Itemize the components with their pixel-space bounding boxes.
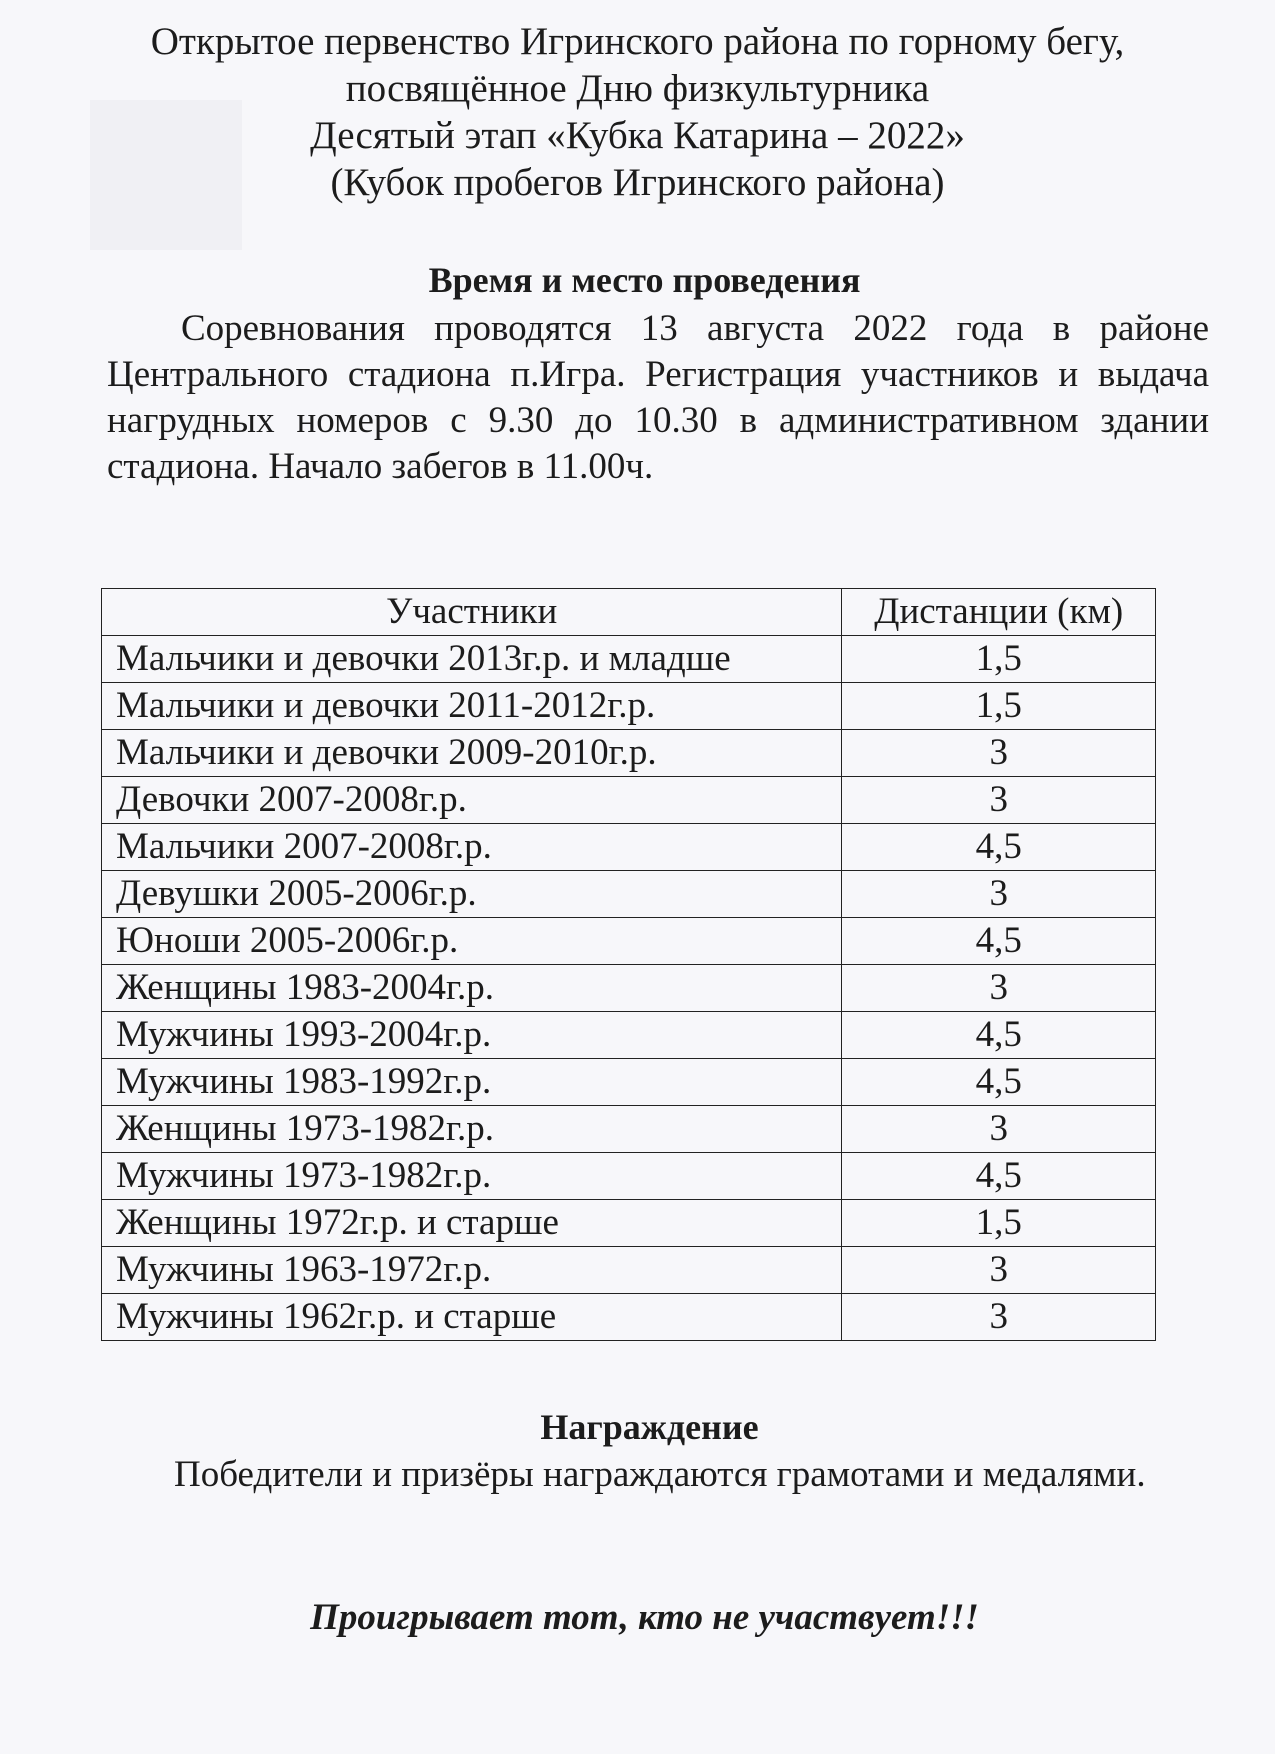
table-row <box>102 918 1156 965</box>
award-heading: Награждение <box>540 1407 759 1447</box>
distance-cell: 3 <box>842 871 1156 918</box>
distance-cell: 4,5 <box>842 1059 1156 1106</box>
distance-cell: 3 <box>842 777 1156 824</box>
table-header-row <box>102 589 1156 636</box>
table-row <box>102 824 1156 871</box>
participants-cell: Мужчины 1963-1972г.р. <box>102 1247 842 1294</box>
participants-cell: Женщины 1983-2004г.р. <box>102 965 842 1012</box>
participants-cell: Мальчики и девочки 2009-2010г.р. <box>102 730 842 777</box>
distances-table <box>101 588 1156 1341</box>
table-row <box>102 683 1156 730</box>
distance-cell: 4,5 <box>842 1153 1156 1200</box>
table-row <box>102 777 1156 824</box>
header-line-1: Открытое первенство Игринского района по горному бегу, <box>150 20 1125 63</box>
participants-cell: Юноши 2005-2006г.р. <box>102 918 842 965</box>
participants-cell: Мужчины 1993-2004г.р. <box>102 1012 842 1059</box>
table-row <box>102 1247 1156 1294</box>
participants-cell: Мужчины 1983-1992г.р. <box>102 1059 842 1106</box>
table-row <box>102 1106 1156 1153</box>
time-place-text: Соревнования проводятся 13 августа 2022 года в районе Центрального стадиона п.Игра. Регистрация участников и выдача нагрудных номеров с 9.30 до 10.30 в административном здании стадиона. Начало забегов в 11.00ч. <box>107 308 1209 487</box>
award-text: Победители и призёры награждаются грамотами и медалями. <box>174 1454 1146 1495</box>
header-line-4: (Кубок пробегов Игринского района) <box>330 161 945 204</box>
distance-cell: 3 <box>842 1294 1156 1341</box>
distance-cell: 1,5 <box>842 1200 1156 1247</box>
participants-column-header: Участники <box>102 589 842 636</box>
distance-cell: 4,5 <box>842 824 1156 871</box>
participants-cell: Женщины 1972г.р. и старше <box>102 1200 842 1247</box>
participants-cell: Мужчины 1962г.р. и старше <box>102 1294 842 1341</box>
table-row <box>102 871 1156 918</box>
participants-cell: Мальчики и девочки 2011-2012г.р. <box>102 683 842 730</box>
distance-column-header: Дистанции (км) <box>842 589 1156 636</box>
table-row <box>102 1012 1156 1059</box>
slogan: Проигрывает тот, кто не участвует!!! <box>310 1597 979 1638</box>
time-place-heading: Время и место проведения <box>428 260 861 300</box>
table-row <box>102 1153 1156 1200</box>
table-body <box>102 636 1156 1341</box>
distance-cell: 4,5 <box>842 1012 1156 1059</box>
participants-cell: Женщины 1973-1982г.р. <box>102 1106 842 1153</box>
distance-cell: 3 <box>842 965 1156 1012</box>
distance-cell: 4,5 <box>842 918 1156 965</box>
table-row <box>102 1059 1156 1106</box>
table-row <box>102 1200 1156 1247</box>
table-row <box>102 730 1156 777</box>
distance-cell: 1,5 <box>842 636 1156 683</box>
table-row <box>102 965 1156 1012</box>
distance-cell: 1,5 <box>842 683 1156 730</box>
participants-cell: Девушки 2005-2006г.р. <box>102 871 842 918</box>
participants-cell: Девочки 2007-2008г.р. <box>102 777 842 824</box>
distance-cell: 3 <box>842 1106 1156 1153</box>
participants-cell: Мальчики и девочки 2013г.р. и младше <box>102 636 842 683</box>
header-line-3: Десятый этап «Кубка Катарина – 2022» <box>310 114 965 157</box>
participants-cell: Мужчины 1973-1982г.р. <box>102 1153 842 1200</box>
table-row <box>102 636 1156 683</box>
header-line-2: посвящённое Дню физкультурника <box>345 67 930 110</box>
participants-cell: Мальчики 2007-2008г.р. <box>102 824 842 871</box>
distance-cell: 3 <box>842 1247 1156 1294</box>
distance-cell: 3 <box>842 730 1156 777</box>
table-row <box>102 1294 1156 1341</box>
document-header <box>0 18 1275 206</box>
